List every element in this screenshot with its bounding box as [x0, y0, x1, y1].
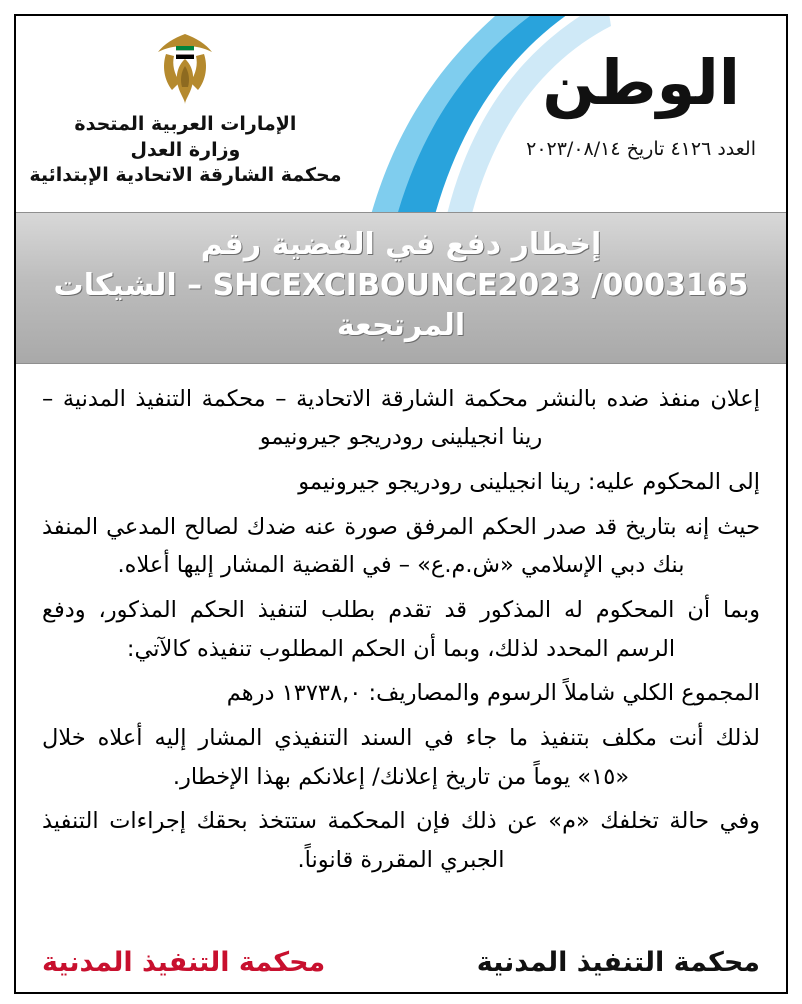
authority-block	[16, 16, 355, 212]
body-paragraph: إعلان منفذ ضده بالنشر محكمة الشارقة الاتحادية – محكمة التنفيذ المدنية – رينا انجيلينى رودريجو جيرونيمو	[42, 385, 760, 451]
body-paragraph: إلى المحكوم عليه: رينا انجيلينى رودريجو جيرونيمو	[298, 468, 760, 495]
body-paragraph: لذلك أنت مكلف بتنفيذ ما جاء في السند التنفيذي المشار إليه أعلاه خلال «١٥» يوماً من تاريخ إعلانك/ إعلانكم بهذا الإخطار.	[42, 725, 760, 790]
notice-body	[16, 364, 786, 944]
masthead	[355, 16, 786, 212]
body-paragraph: وفي حالة تخلفك «م» عن ذلك فإن المحكمة ستتخذ بحقك إجراءات التنفيذ الجبري المقررة قانوناً.	[42, 808, 760, 874]
notice-title-line2: SHCEXCIBOUNCE2023 /0003165 – الشيكات المرتجعة	[53, 267, 749, 343]
body-paragraph: وبما أن المحكوم له المذكور قد تقدم بطلب لتنفيذ الحكم المذكور، ودفع الرسم المحدد لذلك، وبما أن الحكم المطلوب تنفيذه كالآتي:	[42, 596, 760, 662]
authority-ministry: وزارة العدل	[130, 138, 241, 161]
authority-country: الإمارات العربية المتحدة	[74, 113, 297, 135]
issue-and-date: العدد ٤١٢٦ تاريخ ٢٠٢٣/٠٨/١٤	[526, 138, 756, 160]
page-header	[16, 16, 786, 212]
body-paragraph-amount: المجموع الكلي شاملاً الرسوم والمصاريف: ١٣٧٣٨,٠ درهم	[226, 680, 760, 707]
notice-frame	[14, 14, 788, 994]
body-paragraph: حيث إنه بتاريخ قد صدر الحكم المرفق صورة عنه ضدك لصالح المدعي المنفذ بنك دبي الإسلامي «ش.م.ع» – في القضية المشار إليها أعلاه.	[42, 513, 760, 579]
notice-title-bar	[16, 212, 786, 364]
footer-court-name: محكمة التنفيذ المدنية	[476, 947, 760, 978]
authority-court: محكمة الشارقة الاتحادية الإبتدائية	[29, 164, 342, 187]
notice-title-line1: إخطار دفع في القضية رقم	[200, 227, 602, 262]
uae-falcon-emblem-icon	[154, 32, 216, 106]
footer-court-name-accent: محكمة التنفيذ المدنية	[42, 947, 326, 978]
footer-inner	[42, 947, 760, 978]
masthead-title: الوطن	[542, 46, 740, 119]
notice-footer	[16, 943, 786, 992]
authority-lines	[29, 112, 341, 189]
